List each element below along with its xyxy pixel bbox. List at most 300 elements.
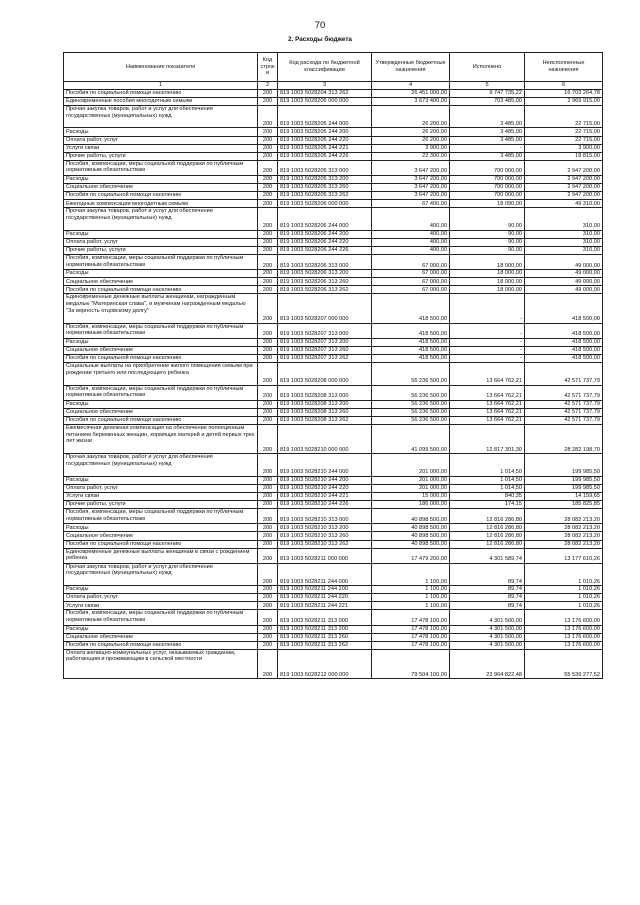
row-approved-amount: 17 478 100,00 bbox=[372, 610, 450, 625]
row-approved-amount: 418 500,00 bbox=[372, 347, 450, 355]
row-approved-amount: 418 500,00 bbox=[372, 323, 450, 338]
row-indicator-name: Пособия, компенсации, меры социальной поддержки по публичным нормативным обязательствам bbox=[64, 323, 258, 338]
row-line-code: 200 bbox=[258, 363, 278, 385]
row-classification-code: 819 1003 5028210 244 000 bbox=[278, 454, 372, 476]
row-approved-amount: 3 647 200,00 bbox=[372, 176, 450, 184]
row-classification-code: 819 1003 5028210 313 260 bbox=[278, 532, 372, 540]
table-row bbox=[64, 270, 603, 278]
table-row bbox=[64, 176, 603, 184]
row-executed-amount: 89,74 bbox=[450, 563, 525, 585]
table-row bbox=[64, 408, 603, 416]
row-approved-amount: 22 300,00 bbox=[372, 152, 450, 160]
row-indicator-name: Социальное обеспечение bbox=[64, 633, 258, 641]
row-executed-amount: 13 664 762,21 bbox=[450, 363, 525, 385]
table-row bbox=[64, 633, 603, 641]
row-approved-amount: 56 236 500,00 bbox=[372, 363, 450, 385]
row-executed-amount: 700 000,00 bbox=[450, 192, 525, 200]
row-classification-code: 819 1003 5028206 244 200 bbox=[278, 230, 372, 238]
row-indicator-name: Пособия по социальной помощи населению bbox=[64, 90, 258, 98]
row-indicator-name: Расходы bbox=[64, 128, 258, 136]
row-approved-amount: 3 673 400,00 bbox=[372, 98, 450, 106]
row-unexecuted-amount: 1 010,26 bbox=[525, 586, 603, 594]
row-unexecuted-amount: 42 571 737,79 bbox=[525, 363, 603, 385]
table-row bbox=[64, 509, 603, 524]
row-line-code: 200 bbox=[258, 106, 278, 128]
row-executed-amount: 1 014,50 bbox=[450, 476, 525, 484]
row-line-code: 200 bbox=[258, 255, 278, 270]
row-approved-amount: 67 000,00 bbox=[372, 270, 450, 278]
row-executed-amount: 90,00 bbox=[450, 238, 525, 246]
table-row bbox=[64, 192, 603, 200]
row-unexecuted-amount: 49 000,00 bbox=[525, 270, 603, 278]
table-row bbox=[64, 524, 603, 532]
row-classification-code: 819 1003 5028212 000 000 bbox=[278, 649, 372, 678]
row-line-code: 200 bbox=[258, 152, 278, 160]
row-unexecuted-amount: 418 500,00 bbox=[525, 355, 603, 363]
row-approved-amount: 3 900,00 bbox=[372, 144, 450, 152]
row-approved-amount: 3 647 200,00 bbox=[372, 184, 450, 192]
header-budget-classification-code: Код расхода по бюджетной классификации bbox=[278, 53, 372, 82]
row-approved-amount: 15 000,00 bbox=[372, 492, 450, 500]
row-approved-amount: 400,00 bbox=[372, 230, 450, 238]
row-approved-amount: 17 478 100,00 bbox=[372, 625, 450, 633]
row-line-code: 200 bbox=[258, 540, 278, 548]
row-indicator-name: Пособия, компенсации, меры социальной поддержки по публичным нормативным обязательствам bbox=[64, 255, 258, 270]
row-approved-amount: 56 236 500,00 bbox=[372, 417, 450, 425]
table-row bbox=[64, 278, 603, 286]
table-row bbox=[64, 238, 603, 246]
row-classification-code: 819 1003 5028205 313 262 bbox=[278, 192, 372, 200]
row-line-code: 200 bbox=[258, 385, 278, 400]
row-indicator-name: Единовременные денежные выплаты женщинам в связи с рождением ребенка bbox=[64, 548, 258, 563]
table-row bbox=[64, 563, 603, 585]
row-line-code: 200 bbox=[258, 476, 278, 484]
row-unexecuted-amount: 2 947 200,00 bbox=[525, 184, 603, 192]
row-indicator-name: Прочая закупка товаров, работ и услуг для обеспечения государственных (муниципальных) нужд bbox=[64, 208, 258, 230]
row-executed-amount: 13 664 762,21 bbox=[450, 417, 525, 425]
row-approved-amount: 3 647 200,00 bbox=[372, 160, 450, 175]
row-line-code: 200 bbox=[258, 509, 278, 524]
row-executed-amount: 90,00 bbox=[450, 230, 525, 238]
row-classification-code: 819 1003 5028210 000 000 bbox=[278, 425, 372, 454]
row-approved-amount: 40 898 500,00 bbox=[372, 540, 450, 548]
row-line-code: 200 bbox=[258, 176, 278, 184]
row-line-code: 200 bbox=[258, 90, 278, 98]
row-executed-amount: 89,74 bbox=[450, 586, 525, 594]
row-unexecuted-amount: 28 082 213,20 bbox=[525, 540, 603, 548]
column-number: 2 bbox=[258, 82, 278, 90]
row-classification-code: 819 1003 5028211 313 200 bbox=[278, 625, 372, 633]
row-classification-code: 819 1003 5028208 313 260 bbox=[278, 408, 372, 416]
row-indicator-name: Расходы bbox=[64, 625, 258, 633]
row-indicator-name: Услуги связи bbox=[64, 492, 258, 500]
row-line-code: 200 bbox=[258, 548, 278, 563]
row-classification-code: 819 1003 5028205 244 221 bbox=[278, 144, 372, 152]
row-classification-code: 819 1003 5028211 244 000 bbox=[278, 563, 372, 585]
row-approved-amount: 26 451 000,00 bbox=[372, 90, 450, 98]
row-line-code: 200 bbox=[258, 128, 278, 136]
row-line-code: 200 bbox=[258, 144, 278, 152]
row-approved-amount: 17 479 200,00 bbox=[372, 548, 450, 563]
header-unexecuted-allocations: Неисполненные назначения bbox=[525, 53, 603, 82]
row-unexecuted-amount: 13 177 610,26 bbox=[525, 548, 603, 563]
row-executed-amount: 18 000,00 bbox=[450, 270, 525, 278]
row-approved-amount: 26 200,00 bbox=[372, 128, 450, 136]
row-indicator-name: Единовременные денежные выплаты женщинам, награжденным медалью "Материнская слава", и мужчинам награжденным медалью "За верность отцовскому долгу" bbox=[64, 294, 258, 323]
row-unexecuted-amount: 310,00 bbox=[525, 238, 603, 246]
row-approved-amount: 201 000,00 bbox=[372, 454, 450, 476]
row-indicator-name: Пособия по социальной помощи населению bbox=[64, 417, 258, 425]
row-approved-amount: 418 500,00 bbox=[372, 294, 450, 323]
row-executed-amount: 13 664 762,21 bbox=[450, 400, 525, 408]
row-classification-code: 819 1003 5028206 313 200 bbox=[278, 270, 372, 278]
row-line-code: 200 bbox=[258, 641, 278, 649]
row-unexecuted-amount: 418 500,00 bbox=[525, 339, 603, 347]
row-executed-amount: 18 000,00 bbox=[450, 286, 525, 294]
page-number: 70 bbox=[314, 20, 326, 31]
table-row bbox=[64, 355, 603, 363]
row-unexecuted-amount: 49 000,00 bbox=[525, 255, 603, 270]
row-approved-amount: 1 100,00 bbox=[372, 602, 450, 610]
row-classification-code: 819 1003 5028211 244 200 bbox=[278, 586, 372, 594]
row-indicator-name: Социальные выплаты на приобретение жилого помещения семьям при рождении третьего или последующего ребенка bbox=[64, 363, 258, 385]
row-classification-code: 819 1003 5028205 313 260 bbox=[278, 184, 372, 192]
row-line-code: 200 bbox=[258, 454, 278, 476]
budget-expenditure-table bbox=[63, 52, 603, 679]
row-line-code: 200 bbox=[258, 136, 278, 144]
row-line-code: 200 bbox=[258, 610, 278, 625]
row-unexecuted-amount: 199 985,50 bbox=[525, 484, 603, 492]
row-classification-code: 819 1003 5028210 244 226 bbox=[278, 501, 372, 509]
row-executed-amount: 90,00 bbox=[450, 246, 525, 254]
row-executed-amount: 90,00 bbox=[450, 208, 525, 230]
row-classification-code: 819 1003 5028205 313 200 bbox=[278, 176, 372, 184]
row-executed-amount: 13 664 762,21 bbox=[450, 385, 525, 400]
row-unexecuted-amount: 2 969 915,00 bbox=[525, 98, 603, 106]
row-line-code: 200 bbox=[258, 586, 278, 594]
row-line-code: 200 bbox=[258, 417, 278, 425]
table-header-row bbox=[64, 53, 603, 82]
row-unexecuted-amount: 49 000,00 bbox=[525, 286, 603, 294]
row-line-code: 200 bbox=[258, 633, 278, 641]
table-row bbox=[64, 385, 603, 400]
row-line-code: 200 bbox=[258, 238, 278, 246]
row-line-code: 200 bbox=[258, 524, 278, 532]
row-indicator-name: Расходы bbox=[64, 230, 258, 238]
row-classification-code: 819 1003 5028205 244 200 bbox=[278, 128, 372, 136]
table-row bbox=[64, 152, 603, 160]
row-line-code: 200 bbox=[258, 192, 278, 200]
row-unexecuted-amount: 55 539 277,52 bbox=[525, 649, 603, 678]
row-classification-code: 819 1003 5028206 313 260 bbox=[278, 278, 372, 286]
row-approved-amount: 41 099 500,00 bbox=[372, 425, 450, 454]
row-line-code: 200 bbox=[258, 208, 278, 230]
row-classification-code: 819 1003 5028210 244 200 bbox=[278, 476, 372, 484]
section-title: 2. Расходы бюджета bbox=[288, 36, 352, 43]
row-indicator-name: Расходы bbox=[64, 270, 258, 278]
row-unexecuted-amount: 13 176 600,00 bbox=[525, 641, 603, 649]
row-executed-amount: - bbox=[450, 323, 525, 338]
row-executed-amount: 12 816 286,80 bbox=[450, 532, 525, 540]
row-indicator-name: Пособия по социальной помощи населению bbox=[64, 641, 258, 649]
row-indicator-name: Прочая закупка товаров, работ и услуг для обеспечения государственных (муниципальных) нужд bbox=[64, 454, 258, 476]
row-indicator-name: Оплата работ, услуг bbox=[64, 238, 258, 246]
column-number: 3 bbox=[278, 82, 372, 90]
table-row bbox=[64, 160, 603, 175]
row-approved-amount: 400,00 bbox=[372, 208, 450, 230]
row-classification-code: 819 1003 5028211 244 221 bbox=[278, 602, 372, 610]
row-unexecuted-amount: 13 176 600,00 bbox=[525, 633, 603, 641]
table-row bbox=[64, 610, 603, 625]
row-approved-amount: 67 000,00 bbox=[372, 286, 450, 294]
row-approved-amount: 40 898 500,00 bbox=[372, 532, 450, 540]
row-approved-amount: 400,00 bbox=[372, 246, 450, 254]
row-approved-amount: 400,00 bbox=[372, 238, 450, 246]
row-unexecuted-amount: 13 176 600,00 bbox=[525, 610, 603, 625]
table-row bbox=[64, 136, 603, 144]
row-indicator-name: Социальное обеспечение bbox=[64, 347, 258, 355]
row-unexecuted-amount: 28 082 213,20 bbox=[525, 524, 603, 532]
table-row bbox=[64, 286, 603, 294]
row-unexecuted-amount: 49 000,00 bbox=[525, 278, 603, 286]
table-row bbox=[64, 200, 603, 208]
table-row bbox=[64, 425, 603, 454]
row-unexecuted-amount: 1 010,26 bbox=[525, 594, 603, 602]
row-classification-code: 819 1003 5028208 000 000 bbox=[278, 363, 372, 385]
row-classification-code: 819 1003 5028211 313 260 bbox=[278, 633, 372, 641]
row-classification-code: 819 1003 5028205 244 220 bbox=[278, 136, 372, 144]
table-row bbox=[64, 208, 603, 230]
row-indicator-name: Пособия, компенсации, меры социальной поддержки по публичным нормативным обязательствам bbox=[64, 610, 258, 625]
table-row bbox=[64, 400, 603, 408]
table-row bbox=[64, 323, 603, 338]
row-approved-amount: 56 236 500,00 bbox=[372, 400, 450, 408]
row-classification-code: 819 1003 5028207 313 260 bbox=[278, 347, 372, 355]
row-unexecuted-amount: 28 282 198,70 bbox=[525, 425, 603, 454]
row-executed-amount: 12 817 301,30 bbox=[450, 425, 525, 454]
row-classification-code: 819 1003 5028205 000 000 bbox=[278, 98, 372, 106]
row-line-code: 200 bbox=[258, 408, 278, 416]
row-indicator-name: Социальное обеспечение bbox=[64, 408, 258, 416]
column-number: 5 bbox=[450, 82, 525, 90]
row-indicator-name: Пособия по социальной помощи населению bbox=[64, 286, 258, 294]
row-unexecuted-amount: 22 715,00 bbox=[525, 106, 603, 128]
row-classification-code: 819 1003 5028208 313 200 bbox=[278, 400, 372, 408]
row-executed-amount: 9 747 735,22 bbox=[450, 90, 525, 98]
row-executed-amount: 18 000,00 bbox=[450, 278, 525, 286]
row-unexecuted-amount: 185 825,85 bbox=[525, 501, 603, 509]
row-unexecuted-amount: 199 985,50 bbox=[525, 454, 603, 476]
row-executed-amount: 3 485,00 bbox=[450, 106, 525, 128]
row-line-code: 200 bbox=[258, 323, 278, 338]
row-executed-amount: 3 485,00 bbox=[450, 152, 525, 160]
row-unexecuted-amount: 18 815,00 bbox=[525, 152, 603, 160]
row-approved-amount: 1 100,00 bbox=[372, 563, 450, 585]
row-indicator-name: Пособия по социальной помощи населению bbox=[64, 192, 258, 200]
table-row bbox=[64, 602, 603, 610]
row-line-code: 200 bbox=[258, 230, 278, 238]
row-line-code: 200 bbox=[258, 246, 278, 254]
row-approved-amount: 56 236 500,00 bbox=[372, 385, 450, 400]
row-executed-amount: - bbox=[450, 355, 525, 363]
table-row bbox=[64, 548, 603, 563]
row-line-code: 200 bbox=[258, 425, 278, 454]
row-indicator-name: Оплата работ, услуг bbox=[64, 136, 258, 144]
row-indicator-name: Пособия по социальной помощи населению bbox=[64, 355, 258, 363]
row-classification-code: 819 1003 5028204 313 262 bbox=[278, 90, 372, 98]
row-classification-code: 819 1003 5028210 313 200 bbox=[278, 524, 372, 532]
table-body bbox=[64, 90, 603, 679]
row-indicator-name: Расходы bbox=[64, 524, 258, 532]
table-row bbox=[64, 90, 603, 98]
row-classification-code: 819 1003 5028206 244 226 bbox=[278, 246, 372, 254]
table-row bbox=[64, 184, 603, 192]
row-line-code: 200 bbox=[258, 492, 278, 500]
row-approved-amount: 17 478 100,00 bbox=[372, 641, 450, 649]
table-row bbox=[64, 641, 603, 649]
row-classification-code: 819 1003 5028206 000 000 bbox=[278, 200, 372, 208]
row-executed-amount: - bbox=[450, 144, 525, 152]
row-approved-amount: 40 898 500,00 bbox=[372, 509, 450, 524]
row-unexecuted-amount: 199 985,50 bbox=[525, 476, 603, 484]
header-approved-allocations: Утвержденные бюджетные назначения bbox=[372, 53, 450, 82]
row-executed-amount: 4 301 500,00 bbox=[450, 633, 525, 641]
row-approved-amount: 201 000,00 bbox=[372, 484, 450, 492]
row-unexecuted-amount: 1 010,26 bbox=[525, 563, 603, 585]
row-executed-amount: 174,15 bbox=[450, 501, 525, 509]
row-line-code: 200 bbox=[258, 339, 278, 347]
row-approved-amount: 201 000,00 bbox=[372, 476, 450, 484]
row-unexecuted-amount: 22 715,00 bbox=[525, 128, 603, 136]
row-approved-amount: 67 000,00 bbox=[372, 255, 450, 270]
row-unexecuted-amount: 42 571 737,79 bbox=[525, 417, 603, 425]
row-unexecuted-amount: 42 571 737,79 bbox=[525, 385, 603, 400]
row-approved-amount: 56 236 500,00 bbox=[372, 408, 450, 416]
row-approved-amount: 1 100,00 bbox=[372, 586, 450, 594]
row-indicator-name: Ежегодные компенсации многодетным семьям bbox=[64, 200, 258, 208]
row-unexecuted-amount: 2 947 200,00 bbox=[525, 192, 603, 200]
row-indicator-name: Прочие работы, услуги bbox=[64, 152, 258, 160]
row-unexecuted-amount: 28 082 213,20 bbox=[525, 509, 603, 524]
table-row bbox=[64, 230, 603, 238]
row-line-code: 200 bbox=[258, 160, 278, 175]
table-row bbox=[64, 476, 603, 484]
row-line-code: 200 bbox=[258, 355, 278, 363]
row-executed-amount: 23 964 822,48 bbox=[450, 649, 525, 678]
row-classification-code: 819 1003 5028206 244 220 bbox=[278, 238, 372, 246]
row-classification-code: 819 1003 5028211 313 262 bbox=[278, 641, 372, 649]
row-approved-amount: 418 500,00 bbox=[372, 339, 450, 347]
row-indicator-name: Социальное обеспечение bbox=[64, 184, 258, 192]
row-indicator-name: Пособия, компенсации, меры социальной поддержки по публичным нормативным обязательствам bbox=[64, 385, 258, 400]
row-executed-amount: 89,74 bbox=[450, 594, 525, 602]
row-classification-code: 819 1003 5028210 244 220 bbox=[278, 484, 372, 492]
row-unexecuted-amount: 418 500,00 bbox=[525, 347, 603, 355]
row-approved-amount: 3 647 200,00 bbox=[372, 192, 450, 200]
row-line-code: 200 bbox=[258, 400, 278, 408]
row-classification-code: 819 1003 5028206 244 000 bbox=[278, 208, 372, 230]
column-number: 1 bbox=[64, 82, 258, 90]
row-line-code: 200 bbox=[258, 501, 278, 509]
row-executed-amount: 89,74 bbox=[450, 602, 525, 610]
row-line-code: 200 bbox=[258, 347, 278, 355]
row-unexecuted-amount: 3 900,00 bbox=[525, 144, 603, 152]
table-row bbox=[64, 255, 603, 270]
row-classification-code: 819 1003 5028206 313 262 bbox=[278, 286, 372, 294]
row-executed-amount: - bbox=[450, 347, 525, 355]
row-approved-amount: 17 478 100,00 bbox=[372, 633, 450, 641]
row-executed-amount: 12 816 286,80 bbox=[450, 509, 525, 524]
row-classification-code: 819 1003 5028211 313 000 bbox=[278, 610, 372, 625]
row-indicator-name: Социальное обеспечение bbox=[64, 532, 258, 540]
row-classification-code: 819 1003 5028210 244 221 bbox=[278, 492, 372, 500]
row-unexecuted-amount: 310,00 bbox=[525, 230, 603, 238]
row-executed-amount: 840,35 bbox=[450, 492, 525, 500]
row-unexecuted-amount: 42 571 737,79 bbox=[525, 400, 603, 408]
row-line-code: 200 bbox=[258, 98, 278, 106]
row-indicator-name: Пособия, компенсации, меры социальной поддержки по публичным нормативным обязательствам bbox=[64, 509, 258, 524]
row-indicator-name: Оплата работ, услуг bbox=[64, 484, 258, 492]
table-row bbox=[64, 586, 603, 594]
row-approved-amount: 40 898 500,00 bbox=[372, 524, 450, 532]
table-row bbox=[64, 144, 603, 152]
table-row bbox=[64, 363, 603, 385]
row-classification-code: 819 1003 5028207 313 000 bbox=[278, 323, 372, 338]
row-executed-amount: 4 301 500,00 bbox=[450, 610, 525, 625]
row-approved-amount: 67 400,00 bbox=[372, 200, 450, 208]
row-executed-amount: 3 485,00 bbox=[450, 128, 525, 136]
table-row bbox=[64, 98, 603, 106]
row-indicator-name: Услуги связи bbox=[64, 602, 258, 610]
row-executed-amount: 1 014,50 bbox=[450, 484, 525, 492]
row-line-code: 200 bbox=[258, 278, 278, 286]
row-approved-amount: 418 500,00 bbox=[372, 355, 450, 363]
table-row bbox=[64, 484, 603, 492]
row-executed-amount: 12 816 286,80 bbox=[450, 540, 525, 548]
row-line-code: 200 bbox=[258, 625, 278, 633]
table-row bbox=[64, 594, 603, 602]
row-executed-amount: 3 485,00 bbox=[450, 136, 525, 144]
row-executed-amount: 703 485,00 bbox=[450, 98, 525, 106]
table-row bbox=[64, 106, 603, 128]
row-unexecuted-amount: 418 500,00 bbox=[525, 323, 603, 338]
row-classification-code: 819 1003 5028205 244 000 bbox=[278, 106, 372, 128]
row-executed-amount: 13 664 762,21 bbox=[450, 408, 525, 416]
row-unexecuted-amount: 1 010,26 bbox=[525, 602, 603, 610]
row-classification-code: 819 1003 5028210 313 000 bbox=[278, 509, 372, 524]
row-classification-code: 819 1003 5028208 313 000 bbox=[278, 385, 372, 400]
row-unexecuted-amount: 13 176 600,00 bbox=[525, 625, 603, 633]
row-unexecuted-amount: 14 159,65 bbox=[525, 492, 603, 500]
row-line-code: 200 bbox=[258, 532, 278, 540]
row-line-code: 200 bbox=[258, 602, 278, 610]
row-executed-amount: - bbox=[450, 339, 525, 347]
row-indicator-name: Пособия, компенсации, меры социальной поддержки по публичным нормативным обязательствам bbox=[64, 160, 258, 175]
row-classification-code: 819 1003 5028211 000 000 bbox=[278, 548, 372, 563]
row-classification-code: 819 1003 5028206 313 000 bbox=[278, 255, 372, 270]
row-executed-amount: 4 301 500,00 bbox=[450, 625, 525, 633]
row-unexecuted-amount: 16 703 264,78 bbox=[525, 90, 603, 98]
table-row bbox=[64, 532, 603, 540]
row-line-code: 200 bbox=[258, 286, 278, 294]
row-indicator-name: Услуги связи bbox=[64, 144, 258, 152]
table-row bbox=[64, 625, 603, 633]
row-indicator-name: Прочая закупка товаров, работ и услуг для обеспечения государственных (муниципальных) нужд bbox=[64, 563, 258, 585]
row-indicator-name: Прочая закупка товаров, работ и услуг для обеспечения государственных (муниципальных) нужд bbox=[64, 106, 258, 128]
row-indicator-name: Прочие работы, услуги bbox=[64, 246, 258, 254]
column-number: 6 bbox=[525, 82, 603, 90]
header-indicator-name: Наименование показателя bbox=[64, 53, 258, 82]
